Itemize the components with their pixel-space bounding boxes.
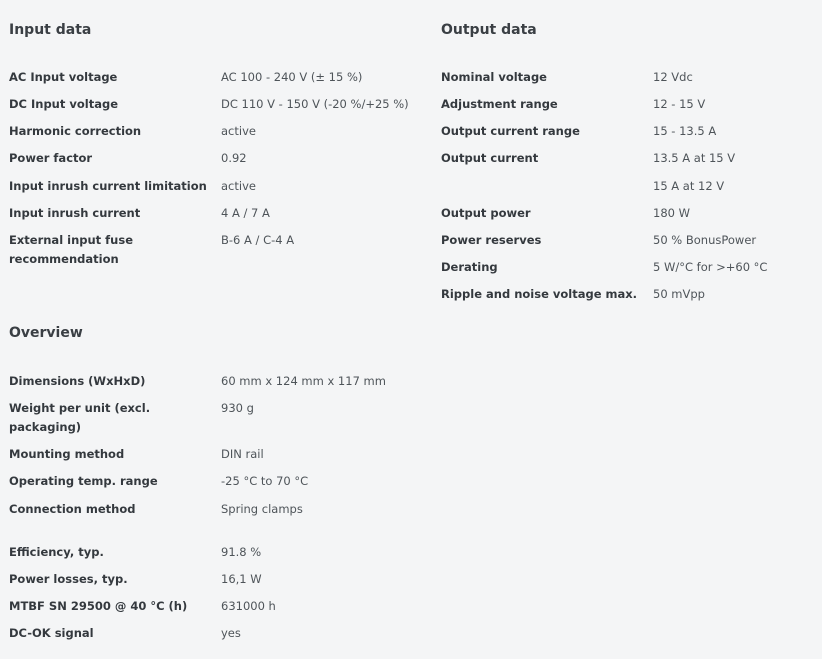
spec-value: 180 W bbox=[653, 206, 690, 220]
spec-label: Input inrush current limitation bbox=[9, 179, 207, 193]
spec-value: 50 mVpp bbox=[653, 287, 705, 301]
spec-value: 4 A / 7 A bbox=[221, 206, 270, 220]
spec-label: Weight per unit (excl. packaging) bbox=[9, 401, 151, 434]
spec-value: 13.5 A at 15 V bbox=[653, 151, 736, 165]
spec-value: 930 g bbox=[221, 401, 254, 415]
spec-label: DC Input voltage bbox=[9, 97, 119, 111]
spec-label: Power reserves bbox=[441, 233, 542, 247]
spec-value: 12 Vdc bbox=[653, 70, 693, 84]
spec-label: Power losses, typ. bbox=[9, 572, 128, 586]
spec-value: 15 - 13.5 A bbox=[653, 124, 717, 138]
spec-value: 50 % BonusPower bbox=[653, 233, 757, 247]
spec-value: Spring clamps bbox=[221, 502, 303, 516]
spec-label: Operating temp. range bbox=[9, 474, 158, 488]
spec-label: AC Input voltage bbox=[9, 70, 118, 84]
spec-value: AC 100 - 240 V (± 15 %) bbox=[221, 70, 363, 84]
input-data-title: Input data bbox=[9, 22, 92, 38]
spec-value: DC 110 V - 150 V (-20 %/+25 %) bbox=[221, 97, 409, 111]
spec-label: Output power bbox=[441, 206, 531, 220]
output-data-title: Output data bbox=[441, 22, 537, 38]
spec-label: MTBF SN 29500 @ 40 °C (h) bbox=[9, 599, 188, 613]
spec-value: -25 °C to 70 °C bbox=[221, 474, 309, 488]
spec-label: DC-OK signal bbox=[9, 626, 94, 640]
spec-value: 631000 h bbox=[221, 599, 276, 613]
spec-label: Input inrush current bbox=[9, 206, 141, 220]
spec-label: Harmonic correction bbox=[9, 124, 142, 138]
spec-value: active bbox=[221, 179, 256, 193]
spec-value: 5 W/°C for >+60 °C bbox=[653, 260, 768, 274]
spec-label: Output current range bbox=[441, 124, 580, 138]
spec-label: Derating bbox=[441, 260, 498, 274]
spec-value: active bbox=[221, 124, 256, 138]
spec-label: Power factor bbox=[9, 151, 93, 165]
spec-value: 91.8 % bbox=[221, 545, 262, 559]
overview-title: Overview bbox=[9, 325, 83, 341]
spec-value: yes bbox=[221, 626, 241, 640]
spec-label: Dimensions (WxHxD) bbox=[9, 374, 146, 388]
spec-value: B-6 A / C-4 A bbox=[221, 233, 295, 247]
spec-label: Adjustment range bbox=[441, 97, 558, 111]
spec-label: Connection method bbox=[9, 502, 136, 516]
spec-value: 16,1 W bbox=[221, 572, 262, 586]
spec-value: 15 A at 12 V bbox=[653, 179, 725, 193]
spec-value: DIN rail bbox=[221, 447, 264, 461]
spec-value: 12 - 15 V bbox=[653, 97, 706, 111]
spec-label: External input fuse recommendation bbox=[9, 233, 134, 266]
spec-value: 60 mm x 124 mm x 117 mm bbox=[221, 374, 386, 388]
spec-label: Output current bbox=[441, 151, 539, 165]
spec-label: Efficiency, typ. bbox=[9, 545, 104, 559]
spec-value: 0.92 bbox=[221, 151, 247, 165]
spec-label: Ripple and noise voltage max. bbox=[441, 287, 638, 301]
spec-label: Nominal voltage bbox=[441, 70, 547, 84]
spec-label: Mounting method bbox=[9, 447, 125, 461]
